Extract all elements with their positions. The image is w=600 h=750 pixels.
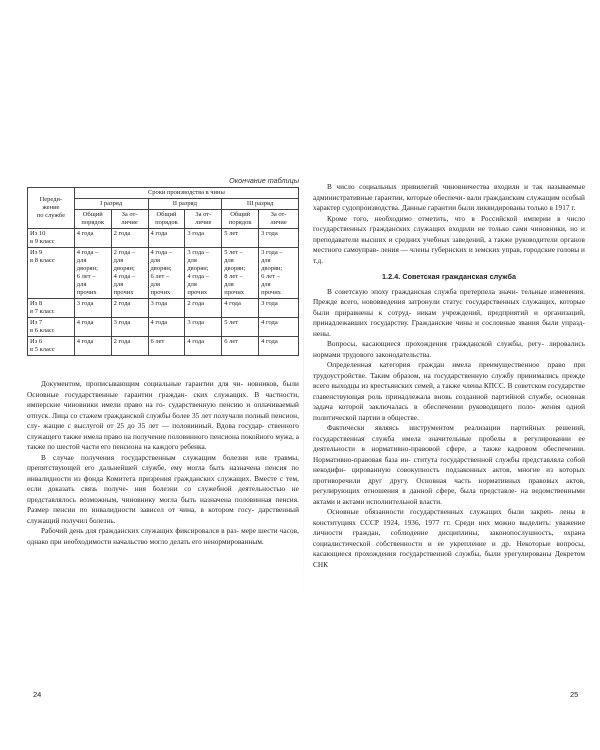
text-line: дворян; [113, 265, 135, 272]
table-row [28, 248, 299, 299]
table-corner-header: Переди- жение по службе [28, 188, 75, 229]
text-line: 2 года – [113, 249, 136, 256]
text-line: делать его ненормированным. [169, 537, 264, 546]
paragraph [27, 526, 299, 547]
text-line: 4 года [261, 319, 278, 326]
row-header [28, 318, 75, 337]
table-cell [74, 229, 111, 248]
text-line: прочих [150, 289, 171, 296]
text-line: жения одной политической партии в обществе. [313, 403, 586, 422]
page-number-left: 24 [33, 690, 42, 699]
text-line: государственных служащих, которые были приравнены к сотруд- [313, 298, 585, 317]
rank-header: II разряд [148, 199, 222, 210]
table-cell [148, 229, 185, 248]
text-line: Основные обязанности государственных служащих были закреп- [327, 508, 554, 516]
text-line: мере шести часов, однако при необходимости начальство могло [27, 527, 299, 546]
table-cell [259, 248, 299, 299]
text-line: Из 7 [30, 319, 43, 326]
text-line: для [76, 281, 87, 288]
text-line: В советскую эпоху гражданская служба претерпела значи- [327, 287, 519, 296]
text-line: За от- [195, 211, 212, 218]
right-page-text [313, 182, 585, 570]
text-line: личие [195, 219, 212, 226]
text-line: цированную совокупность подзаконных актов, многие из которых [351, 466, 585, 474]
table-row [28, 318, 299, 337]
text-line: Вопросы, касающиеся прохождения гражданской службы, регу- [327, 340, 545, 348]
text-line: 3 года [150, 300, 168, 307]
text-line: на каждого ребенка. [143, 443, 207, 451]
text-line: За от- [270, 211, 287, 218]
text-line: Размер пенсии по инвалидности зависел от чина, в котором госу- [27, 506, 255, 514]
text-line: порядок [155, 219, 178, 226]
column-subheader [111, 210, 148, 229]
text-line: порядок [81, 219, 105, 226]
text-line: Общий [230, 211, 251, 218]
section-heading: 1.2.4. Советская гражданская служба [382, 272, 516, 281]
row-header [28, 229, 75, 248]
text-line: Данные гарантии были ликвидированы только в 1917 г. [401, 204, 576, 212]
text-line: прочих [187, 289, 208, 296]
text-line: прочих [113, 289, 134, 296]
table-cell [148, 299, 185, 318]
text-line: 2 года [113, 230, 131, 237]
paragraph [313, 339, 585, 360]
text-line: государству. Гражданские чины и сословные звания были упразд- [370, 319, 585, 327]
text-line: 3 года [261, 230, 278, 237]
table-cell [222, 337, 259, 356]
table-cell [74, 318, 111, 337]
text-line: 6 лет – [261, 273, 280, 280]
text-line: для [76, 257, 87, 264]
row-header [28, 248, 75, 299]
paragraph [27, 379, 299, 453]
text-line: жащие с выслугой от 25 до 35 лет — половинный. Вдова государ- [43, 422, 265, 430]
text-line: 4 года – [187, 273, 209, 280]
text-line: для [113, 281, 124, 288]
table-cell [111, 229, 148, 248]
text-line: За от- [121, 211, 138, 218]
text-line: заведений, а также руководители органов местного самоуправ- [313, 235, 585, 254]
text-line: в 6 класс [30, 327, 55, 334]
text-line: Определенная категория граждан имела преимущественное [327, 361, 540, 369]
text-line: 4 года [76, 230, 94, 237]
table-cell [74, 248, 111, 299]
table-cell [185, 299, 222, 318]
table-cell [222, 248, 259, 299]
text-line: Из 8 [30, 300, 43, 307]
text-line: актов, регулирующих отношения в данной сфере, была представле- [313, 476, 585, 495]
text-line: никам учреждений, предприятий и организаций, принадлежавших [313, 308, 585, 327]
text-line: ститута государственной службы представляла собой некодифи- [313, 455, 586, 474]
text-line: 3 года [187, 230, 205, 237]
text-line: дворян; [150, 265, 172, 272]
row-header [28, 337, 75, 356]
text-line: дворян; [224, 265, 246, 272]
text-line: 4 года [76, 319, 94, 326]
text-line: в 9 класс [30, 238, 55, 245]
paragraph [313, 182, 585, 214]
text-line: гражданских служащих. Вместе с тем, если доказать связь получе- [27, 474, 299, 493]
table-cell [185, 318, 222, 337]
text-line: для [261, 281, 271, 288]
text-line: лировались нормами трудового законодательства. [313, 340, 585, 359]
text-line: роль принадлежала вновь созданной партийной службе, основная [367, 392, 585, 401]
text-line: 2 года [187, 300, 205, 307]
text-line: а также члены КПСС. В советском государстве главенствующая [313, 382, 586, 401]
column-subheader [259, 210, 299, 229]
text-line: 3 года [76, 300, 94, 307]
table-cell [259, 337, 299, 356]
text-line: прочих [76, 289, 97, 296]
column-subheader [148, 210, 185, 229]
column-subheader [74, 210, 111, 229]
text-line: прочих [224, 289, 245, 296]
table-caption: Окончание таблицы [229, 176, 299, 185]
left-page-text [27, 379, 299, 547]
text-line: Из 10 [30, 230, 46, 237]
text-line: 3 года [261, 300, 278, 307]
column-subheader [222, 210, 259, 229]
text-line: 6 лет – [150, 273, 170, 280]
text-line: укрепление и др. Некоторые вопросы, касающиеся прохождения [313, 539, 585, 558]
text-line: службу принимались прежде всего выходцы из крестьянских семей, [313, 371, 585, 390]
page-number-right: 25 [570, 690, 579, 699]
text-line: 2 года [113, 300, 131, 307]
table-cell [74, 337, 111, 356]
text-line: 4 года [187, 338, 205, 345]
text-line: 5 лет – [224, 249, 243, 256]
text-line: дарственный служащий получил болезнь. [27, 506, 299, 525]
rank-header: III разряд [222, 199, 299, 210]
paragraph [313, 423, 585, 507]
table-row [28, 299, 299, 318]
text-line: тельные изменения. Прежде всего, нововведения затронули статус [313, 287, 585, 306]
paragraph [313, 360, 585, 423]
table-cell [111, 299, 148, 318]
text-line: пенсиона покойного мужа, а также по шестой части его пенсиона [27, 432, 299, 451]
text-line: 4 года [261, 338, 278, 345]
text-line: 5 лет [224, 230, 239, 237]
text-line: на ведомственными актами и актами исполнительной власти. [313, 487, 585, 506]
text-line: Общий [156, 211, 177, 218]
text-line: вали гражданским служащим особый характер судопроизводства. [313, 193, 585, 212]
page-gutter [303, 170, 304, 620]
text-line: в регулировании ее деятельности в нормативно-правовой сфере, [313, 434, 585, 453]
text-line: 6 лет – [76, 273, 96, 280]
table-cell [185, 248, 222, 299]
text-line: 4 года [76, 338, 94, 345]
text-line: называемые административные гарантии, которые обеспечи- [313, 183, 585, 202]
text-line: Из 6 [30, 338, 43, 345]
text-line: назначена пенсия по инвалидности из фонда Комитета призрения [27, 464, 299, 483]
text-line: личие [121, 219, 138, 226]
table-cell [222, 318, 259, 337]
text-line: для [187, 257, 197, 264]
text-line: законопослушность, охрана социалистической собственности и ее [313, 529, 585, 548]
text-line: противоречили друг другу. Основная часть нормативных правовых [313, 476, 559, 485]
text-line: возможным, чиновнику могла быть назначена половинная пенсия. [79, 495, 299, 504]
rank-header: I разряд [74, 199, 148, 210]
table-cell [259, 229, 299, 248]
text-line: гражданской службы более 35 лет получали полный пенсион, слу- [27, 411, 299, 430]
paragraph [27, 453, 299, 527]
table-cell [222, 229, 259, 248]
text-line: ния болезни со служебной деятельностью не представлялось [27, 485, 299, 504]
text-line: В случае получения государственным служащим болезни или [41, 453, 267, 462]
text-line: сами чиновники, но и преподаватели высших и средних учебных [313, 225, 585, 244]
table-cell [74, 299, 111, 318]
text-line: личие [270, 219, 287, 226]
text-line: 3 года – [261, 249, 283, 256]
text-line: 2 года [113, 338, 131, 345]
text-line: а также кадровом обеспечении. Нормативно-правовая база ин- [313, 445, 586, 464]
row-header [28, 299, 75, 318]
column-subheader [185, 210, 222, 229]
table-row [28, 229, 299, 248]
text-line: нены. [313, 329, 331, 338]
text-line: выделить: уважение личности граждан, соблюдение дисциплины, [313, 518, 585, 537]
text-line: 4 года [150, 230, 168, 237]
text-line: 5 лет [224, 319, 239, 326]
text-line: для [150, 257, 161, 264]
text-line: в 5 класс [30, 346, 55, 353]
table-cell [111, 337, 148, 356]
text-line: 6 лет [150, 338, 165, 345]
text-line: сударственную пенсию и оплачиваемый отпуск. Лица со стажем [27, 401, 299, 420]
text-line: 3 года [187, 319, 205, 326]
text-line: Документом, прописывающим социальные гарантии для чи- [41, 380, 244, 388]
text-line: 6 лет [224, 338, 239, 345]
text-line: 3 года – [187, 249, 209, 256]
text-line: для [261, 257, 271, 264]
promotion-terms-table [27, 187, 299, 356]
text-line: В число социальных привилегий чиновничества входили и так [327, 183, 543, 191]
paragraph [313, 287, 585, 340]
text-line: Фактически являясь инструментом реализации партийных [327, 424, 546, 432]
text-line: для [224, 257, 234, 264]
text-line: задача которой заключалась в обеспечении руководящего поло- [313, 403, 536, 411]
text-line: дворян; [187, 265, 209, 272]
table-cell [111, 248, 148, 299]
table-cell [222, 299, 259, 318]
table-cell [185, 229, 222, 248]
text-line: Из 9 [30, 249, 43, 256]
text-line: для [150, 281, 161, 288]
text-line: для [224, 281, 234, 288]
text-line: в 7 класс [30, 308, 55, 315]
table-cell [148, 248, 185, 299]
text-line: ских служащих. В частности, имперские чиновники имели право на го- [27, 390, 299, 409]
text-line: 4 года – [113, 273, 136, 280]
paragraph [313, 507, 585, 570]
text-line: решений, государственная служба имела значительные пробелы [313, 424, 585, 443]
text-line: травмы, препятствующей его дальнейшей службе, ему могла быть [27, 453, 299, 472]
table-cell [259, 299, 299, 318]
text-line: для [187, 281, 197, 288]
text-line: 4 года [224, 300, 241, 307]
text-line: в 8 класс [30, 257, 55, 264]
table-row [28, 337, 299, 356]
table-cell [185, 337, 222, 356]
table-cell [148, 318, 185, 337]
text-line: в число государственных гражданских служащих входили не только [313, 214, 586, 233]
text-line: Рабочий день для гражданских служащих фиксировался в раз- [41, 527, 240, 535]
paragraph [313, 214, 585, 267]
text-line: Общий [82, 211, 103, 218]
text-line: Кроме того, необходимо отметить, что в Российской империи [327, 214, 551, 223]
text-line: лены в конституциях СССР 1924, 1936, 1977 гг. Среди них можно [313, 508, 585, 527]
text-line: порядок [228, 219, 252, 226]
table-cell [111, 318, 148, 337]
text-line: для [113, 257, 124, 264]
text-line: 8 лет – [224, 273, 243, 280]
text-line: право при трудоустройстве. Таким образом, на государственную [313, 361, 585, 380]
text-line: 4 года – [150, 249, 173, 256]
text-line: 4 года – [76, 249, 99, 256]
table-cell [259, 318, 299, 337]
text-line: дворян; [76, 265, 98, 272]
text-line: 3 года [113, 319, 131, 326]
table-group-header: Сроки производства в чины [74, 188, 298, 199]
text-line: ления — члены губернских и земских управ, городские головы и т.д. [313, 246, 585, 265]
text-line: 4 года [150, 319, 168, 326]
text-line: дворян; [261, 265, 283, 272]
text-line: государственной службы, были урегулированы Декретом СНК [313, 550, 585, 569]
table-cell [148, 337, 185, 356]
text-line: новников, были Основные государственные гарантии граждан- [27, 380, 299, 399]
text-line: прочих [261, 289, 281, 296]
text-line: ственного служащего также имела право на получение половинного [27, 422, 299, 441]
